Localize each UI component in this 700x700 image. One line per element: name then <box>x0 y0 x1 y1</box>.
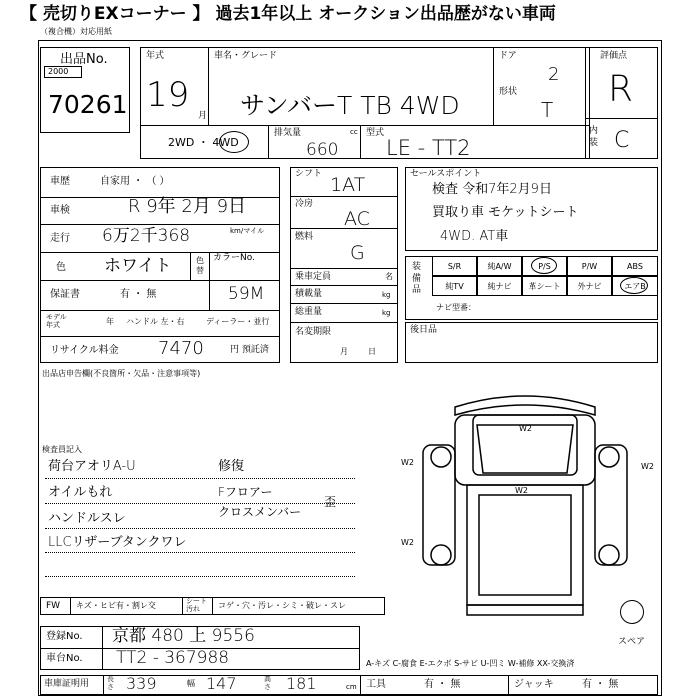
capacity-unit: 名 <box>385 272 393 281</box>
seller-notes-label: 出品店申告欄(不良箇所・欠品・注意事項等) <box>42 369 201 378</box>
damage-legend: A-キズ C-腐食 E-エクボ S-サビ U-凹ミ W-補修 XX-交換済 <box>366 659 575 668</box>
recycle-unit: 円 預託済 <box>230 345 269 355</box>
grade-label: 評価点 <box>600 51 628 61</box>
diagram-wheel-rr <box>599 545 619 565</box>
height-value: 181 <box>286 674 317 693</box>
inspector-right-1: 修復 <box>218 459 245 474</box>
top-note: （複合機）対応用紙 <box>40 27 112 36</box>
equip-leather: 革シート <box>522 276 567 296</box>
diagram-bed <box>467 485 583 605</box>
model-value: LE - TT2 <box>386 136 471 160</box>
diagram-left-side <box>423 445 455 565</box>
lot-small-code: 2000 <box>48 67 69 76</box>
history-value: 自家用 ・ （ ） <box>100 176 170 187</box>
drive-label: 2WD ・ 4WD <box>168 136 239 149</box>
sales-point-label: セールスポイント <box>410 169 482 179</box>
equip-airbag-circle <box>620 277 648 294</box>
shape-label: 形状 <box>499 87 518 97</box>
color-no-label: カラーNo. <box>213 253 255 263</box>
shaken-label: 車検 <box>50 205 70 216</box>
spare-tire-circle <box>620 600 644 624</box>
diagram-mark-3: W2 <box>641 462 654 471</box>
door-value: 2 <box>548 64 560 85</box>
reg-deadline-label: 名変期限 <box>295 327 332 337</box>
equipment-label: 装備品 <box>412 262 422 296</box>
weight-unit: kg <box>382 309 391 317</box>
sales-point-line-3: 4WD. AT車 <box>440 229 509 244</box>
length-value: 339 <box>126 674 157 693</box>
nenshiki-value: 19 <box>146 75 190 115</box>
inspector-left-2: オイルもれ <box>48 485 113 500</box>
fw-seat: シート汚れ <box>186 597 207 613</box>
load-label: 積載量 <box>295 289 323 299</box>
navi-model-label: ナビ型番： <box>436 303 476 312</box>
lot-label: 出品No. <box>60 52 108 67</box>
recycle-value: 7470 <box>158 338 204 359</box>
registration-value: 京都 480 上 9556 <box>112 626 255 646</box>
equip-airbag: エアB <box>612 276 658 296</box>
equip-abs: ABS <box>612 256 658 276</box>
inspector-right-2: Fフロアー <box>218 485 273 499</box>
dealer-type: ディーラー・並行 <box>206 317 270 326</box>
shift-label: シフト <box>295 169 323 179</box>
nenshiki-month: 月 <box>198 111 208 121</box>
inspector-right-3: クロスメンバー <box>218 505 302 519</box>
inspector-right-mark: 歪 <box>324 495 337 509</box>
history-label: 車歴 <box>50 176 70 187</box>
car-diagram <box>395 385 660 625</box>
chassis-label: 車台No. <box>46 653 83 664</box>
cooler-label: 冷房 <box>295 199 314 209</box>
sales-point-line-2: 買取り車 モケットシート <box>432 205 579 220</box>
mileage-value: 6万2千368 <box>102 226 191 246</box>
equip-ps-circle <box>531 257 557 274</box>
diagram-wheel-rl <box>431 545 451 565</box>
chassis-value: TT2 - 367988 <box>116 648 230 668</box>
equip-ps: P/S <box>522 256 567 276</box>
diagram-mark-5: W2 <box>401 538 414 547</box>
warranty-label: 保証書 <box>50 289 80 300</box>
diagram-bed-inner <box>479 495 571 595</box>
diagram-wheel-fr <box>599 447 619 467</box>
interior-label: 内装 <box>589 126 599 148</box>
displacement-label: 排気量 <box>274 128 302 138</box>
fw-items: キズ・ヒビ有・割レ交 <box>76 601 156 610</box>
color-value: ホワイト <box>104 256 172 276</box>
equip-sr: S/R <box>432 256 477 276</box>
equip-pw: P/W <box>567 256 612 276</box>
inspector-left-1: 荷台アオリA-U <box>48 459 136 474</box>
car-name-label: 車名・グレード <box>214 51 278 61</box>
dims-unit: cm <box>346 683 357 691</box>
mileage-unit: km/マイル <box>230 227 265 235</box>
diagram-wheel-fl <box>431 447 451 467</box>
color-no-value: 59M <box>228 284 265 304</box>
width-value: 147 <box>206 674 237 693</box>
recycle-label: リサイクル料金 <box>50 345 119 356</box>
weight-label: 総重量 <box>295 307 323 317</box>
post-install-label: 後日品 <box>410 325 438 335</box>
diagram-mark-4: W2 <box>515 486 528 495</box>
load-unit: kg <box>382 291 391 299</box>
lot-number: 70261 <box>48 90 128 119</box>
height-label: 高さ <box>264 675 271 691</box>
equip-navi: 純ナビ <box>477 276 522 296</box>
handle-side: ハンドル 左・右 <box>126 317 185 326</box>
fuel-label: 燃料 <box>295 232 314 242</box>
tools-value: 有 ・ 無 <box>424 679 461 690</box>
jack-value: 有 ・ 無 <box>582 679 619 690</box>
inspector-label: 検査員記入 <box>42 445 82 454</box>
diagram-right-side <box>595 445 627 565</box>
tools-label: 工具 <box>366 679 386 690</box>
shaken-value: R 9年 2月 9日 <box>128 196 247 217</box>
shape-value: T <box>541 98 554 122</box>
color-label: 色 <box>56 262 66 273</box>
header-title: 【 売切りEXコーナー 】 過去1年以上 オークション出品歴がない車両 <box>20 4 556 24</box>
color-change: 色替 <box>196 256 204 276</box>
fuel-value: G <box>350 242 365 264</box>
car-name-value: サンバーT TB 4WD <box>240 91 460 120</box>
diagram-tailgate <box>467 605 583 615</box>
inspector-left-3: ハンドルスレ <box>48 511 126 526</box>
width-label: 幅 <box>187 679 195 688</box>
drive-4wd-circle <box>219 131 249 153</box>
interior-value: C <box>614 128 630 153</box>
model-year-unit: 年 <box>106 317 114 326</box>
model-label: 型式 <box>366 128 385 138</box>
grade-value: R <box>608 69 634 110</box>
shift-value: 1AT <box>330 174 366 196</box>
diagram-front-bumper <box>455 396 595 415</box>
equip-aw: 純A/W <box>477 256 522 276</box>
equip-ext-navi: 外ナビ <box>567 276 612 296</box>
sales-point-line-1: 検査 令和7年2月9日 <box>432 182 552 197</box>
fw-label: FW <box>46 601 61 611</box>
diagram-mark-1: W2 <box>519 424 532 433</box>
length-label: 長さ <box>107 675 114 691</box>
inspector-left-4: LLCリザーブタンクワレ <box>48 535 187 550</box>
displacement-unit: cc <box>350 128 358 136</box>
post-install-box <box>405 322 658 363</box>
jack-label: ジャッキ <box>514 679 554 690</box>
fw-tail: コゲ・穴・汚レ・シミ・破レ・スレ <box>218 601 346 610</box>
diagram-mark-2: W2 <box>401 458 414 467</box>
capacity-label: 乗車定員 <box>295 272 332 282</box>
model-year-label: モデル年式 <box>46 313 67 330</box>
door-label: ドア <box>499 51 517 61</box>
warranty-value: 有 ・ 無 <box>120 289 157 300</box>
spare-label: スペア <box>618 637 646 647</box>
displacement-value: 660 <box>306 140 339 160</box>
reg-deadline-unit: 月日 <box>340 347 396 356</box>
nenshiki-label: 年式 <box>146 51 165 61</box>
registration-label: 登録No. <box>46 631 83 642</box>
mileage-label: 走行 <box>50 233 70 244</box>
dims-label: 車庫証明用 <box>44 679 90 689</box>
equip-tv: 純TV <box>432 276 477 296</box>
cooler-value: AC <box>344 208 370 230</box>
